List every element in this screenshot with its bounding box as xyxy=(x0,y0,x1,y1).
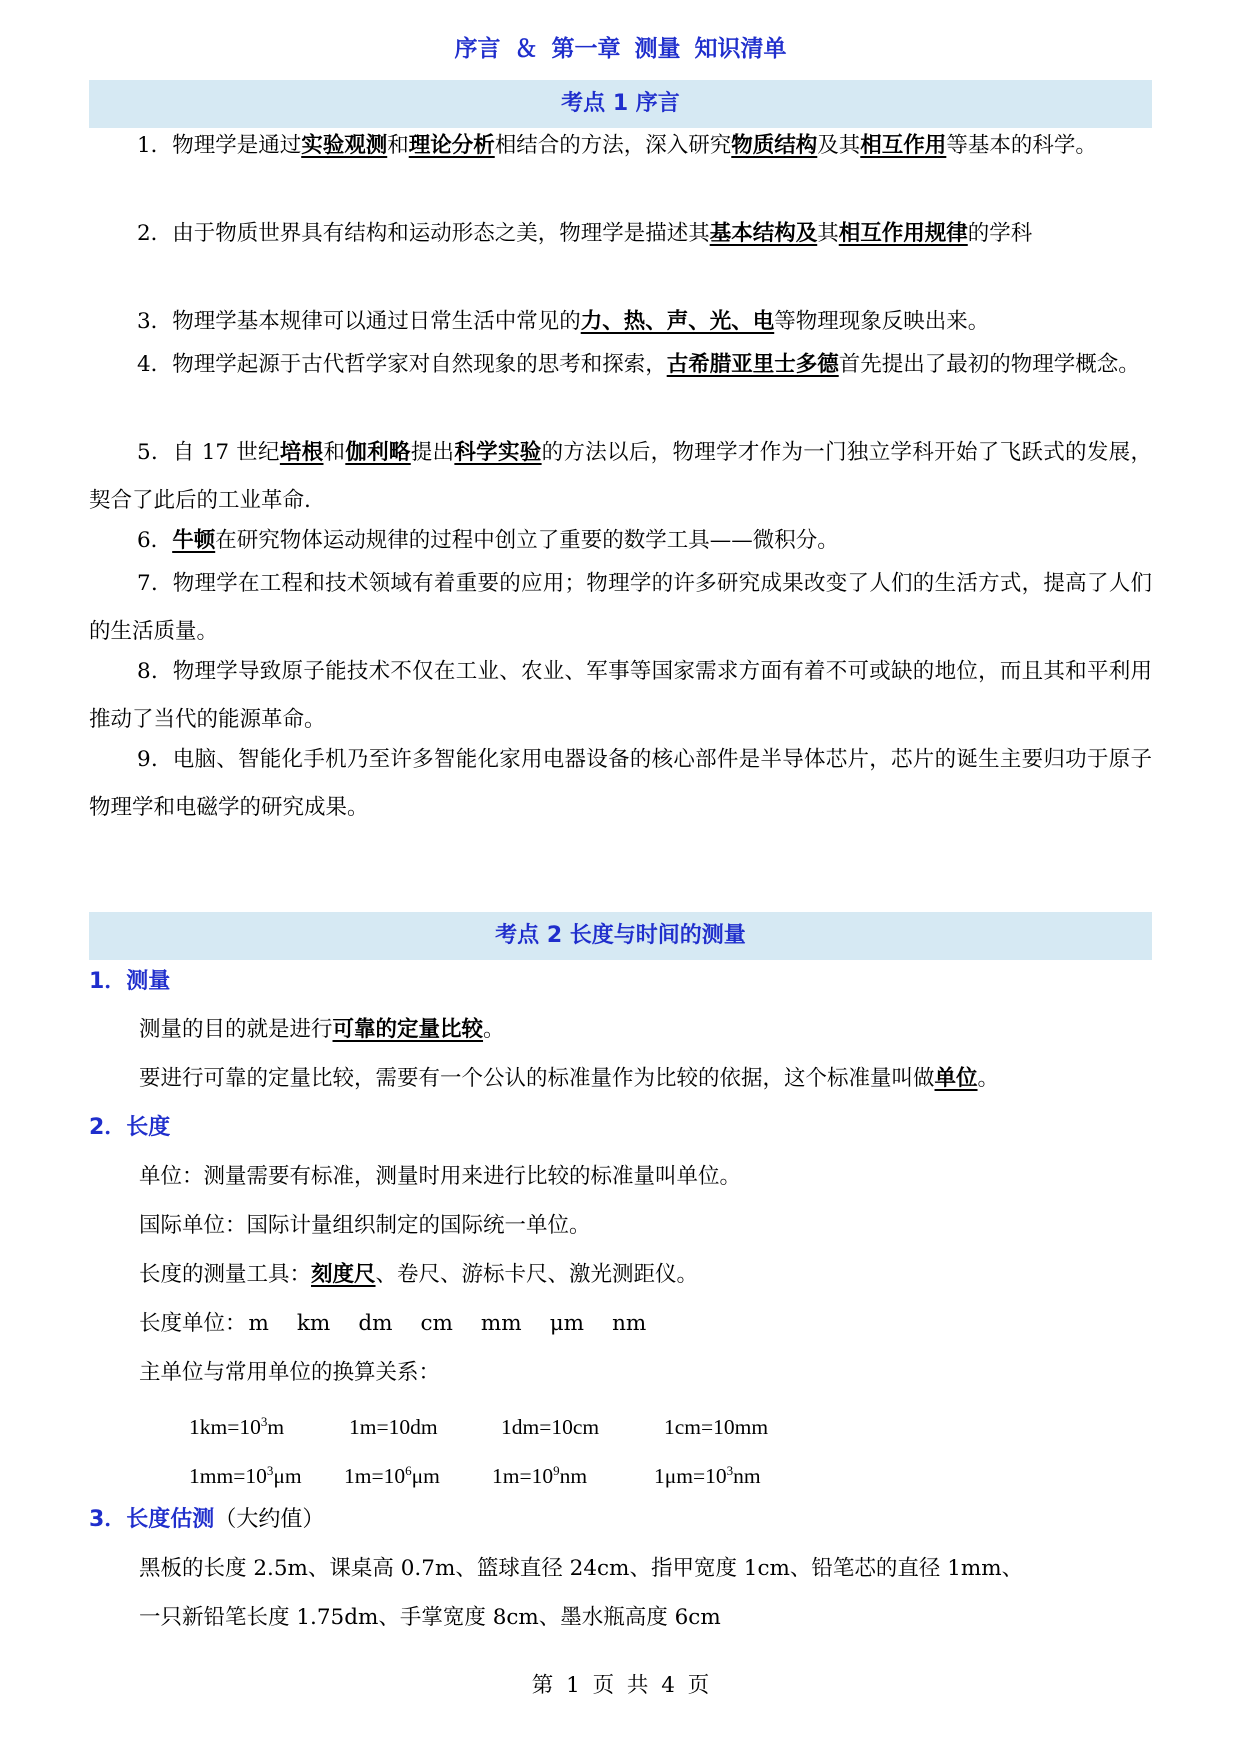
subheading-length-estimate: 3．长度估测（大约值） xyxy=(89,1507,325,1532)
subheading-measure: 1．测量 xyxy=(89,969,171,994)
text-line: 一只新铅笔长度 1.75dm、手掌宽度 8cm、墨水瓶高度 6cm xyxy=(139,1605,721,1630)
list-item: 4．物理学起源于古代哲学家对自然现象的思考和探索，古希腊亚里士多德首先提出了最初的物理学概念。 xyxy=(137,352,1140,377)
text-line: 主单位与常用单位的换算关系： xyxy=(139,1360,441,1385)
list-item: 7．物理学在工程和技术领域有着重要的应用；物理学的许多研究成果改变了人们的生活方式，提高了人们的生活质量。 xyxy=(89,571,1152,644)
text-line: 长度的测量工具：刻度尺、卷尺、游标卡尺、激光测距仪。 xyxy=(139,1262,699,1287)
list-item: 3．物理学基本规律可以通过日常生活中常见的力、热、声、光、电等物理现象反映出来。 xyxy=(137,309,990,334)
list-item: 2．由于物质世界具有结构和运动形态之美，物理学是描述其基本结构及其相互作用规律的学科 xyxy=(137,221,1033,246)
list-item: 8．物理学导致原子能技术不仅在工业、农业、军事等国家需求方面有着不可或缺的地位，而且其和平利用推动了当代的能源革命。 xyxy=(89,659,1152,732)
section-heading-measurement: 考点 2 长度与时间的测量 xyxy=(89,912,1152,960)
text-line: 国际单位：国际计量组织制定的国际统一单位。 xyxy=(139,1213,591,1238)
text-line: 单位：测量需要有标准，测量时用来进行比较的标准量叫单位。 xyxy=(139,1164,742,1189)
page-title: 序言 ＆ 第一章 测量 知识清单 xyxy=(454,36,787,62)
text-line: 黑板的长度 2.5m、课桌高 0.7m、篮球直径 24cm、指甲宽度 1cm、铅笔芯的直径 1mm、 xyxy=(139,1556,1024,1581)
list-item: 9．电脑、智能化手机乃至许多智能化家用电器设备的核心部件是半导体芯片，芯片的诞生主要归功于原子物理学和电磁学的研究成果。 xyxy=(89,747,1152,820)
page-footer: 第 1 页 共 4 页 xyxy=(531,1673,710,1698)
conversion-row: $1km=10^3m$ 1m=10dm 1dm=10cm 1cm=10mm xyxy=(189,1414,769,1439)
conversion-row: $1mm=10^3\mu m$ $1m=10^6\mu m$ $1m=10^9nm$ $1\mu m=10^3nm$ xyxy=(189,1463,761,1488)
length-units-line: 长度单位：m km dm cm mm μm nm xyxy=(139,1311,647,1336)
text-line: 测量的目的就是进行可靠的定量比较。 xyxy=(139,1017,505,1042)
subheading-length: 2．长度 xyxy=(89,1115,171,1140)
list-item: 1．物理学是通过实验观测和理论分析相结合的方法，深入研究物质结构及其相互作用等基本的科学。 xyxy=(137,133,1097,158)
section-heading-preface: 考点 1 序言 xyxy=(89,80,1152,128)
list-item: 5．自 17 世纪培根和伽利略提出科学实验的方法以后，物理学才作为一门独立学科开始了飞跃式的发展，契合了此后的工业革命. xyxy=(89,440,1152,513)
text-line: 要进行可靠的定量比较，需要有一个公认的标准量作为比较的依据，这个标准量叫做单位。 xyxy=(139,1066,1000,1091)
list-item: 6．牛顿在研究物体运动规律的过程中创立了重要的数学工具——微积分。 xyxy=(137,528,839,553)
